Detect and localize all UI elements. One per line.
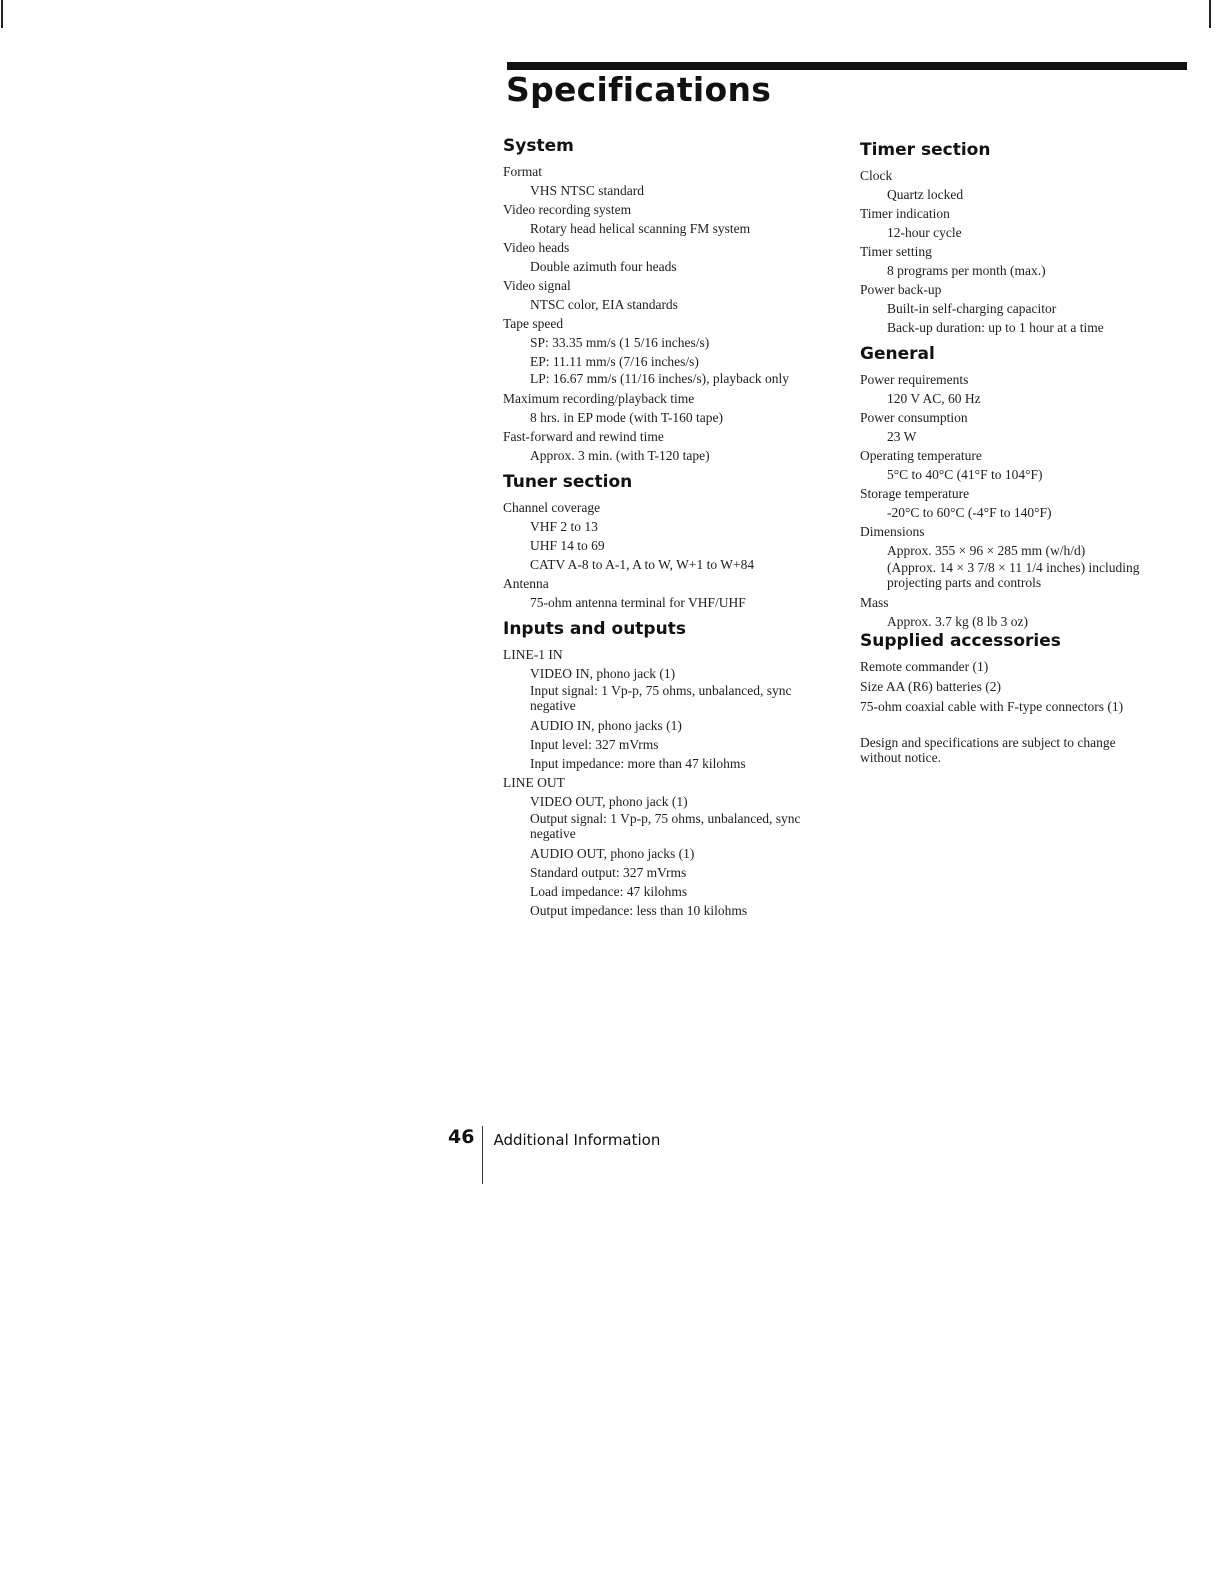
crop-mark-right: [1209, 0, 1211, 28]
spec-value: -20°C to 60°C (-4°F to 140°F): [887, 505, 1052, 520]
spec-item: [503, 389, 833, 427]
spec-value: Output impedance: less than 10 kilohms: [530, 903, 748, 918]
spec-value: (Approx. 14 × 3 7/8 × 11 1/4 inches) including projecting parts and controls: [887, 560, 1140, 590]
spec-item: [503, 574, 833, 612]
spec-item: [503, 645, 833, 773]
section-heading: General: [860, 344, 935, 364]
spec-list: [860, 166, 1190, 337]
specifications-notice: Design and specifications are subject to change without notice.: [860, 735, 1116, 765]
spec-item: [860, 446, 1190, 484]
spec-label: Video signal: [503, 278, 571, 293]
spec-label: Power back-up: [860, 282, 942, 297]
spec-item: [860, 204, 1190, 242]
spec-label: Power requirements: [860, 372, 969, 387]
section-tuner-section: [503, 472, 833, 612]
page-number: 46: [448, 1126, 475, 1148]
spec-list: [860, 370, 1190, 631]
spec-list: [503, 498, 833, 612]
spec-item: [860, 522, 1190, 590]
spec-item: [503, 276, 833, 314]
spec-value: VIDEO IN, phono jack (1): [530, 666, 676, 681]
spec-label: Maximum recording/playback time: [503, 391, 695, 406]
spec-item: [503, 162, 833, 200]
spec-item: [503, 238, 833, 276]
spec-value: Double azimuth four heads: [530, 259, 677, 274]
spec-label: Fast-forward and rewind time: [503, 429, 664, 444]
spec-value: 12-hour cycle: [887, 225, 962, 240]
section-heading: Inputs and outputs: [503, 619, 686, 639]
spec-item: [503, 314, 833, 386]
spec-value: EP: 11.11 mm/s (7/16 inches/s): [530, 354, 699, 369]
right-sections: [860, 140, 1190, 631]
spec-value: NTSC color, EIA standards: [530, 297, 678, 312]
spec-item: [860, 166, 1190, 204]
section-supplied-accessories: [860, 631, 1190, 717]
spec-label: Dimensions: [860, 524, 925, 539]
spec-label: Tape speed: [503, 316, 564, 331]
spec-value: Output signal: 1 Vp-p, 75 ohms, unbalanced, sync negative: [530, 811, 801, 841]
spec-label: LINE OUT: [503, 775, 565, 790]
footer-divider: [482, 1126, 483, 1184]
page-title: Specifications: [506, 70, 772, 109]
spec-item: [503, 498, 833, 574]
spec-list: [503, 162, 833, 465]
footer-section-name: Additional Information: [493, 1131, 661, 1149]
accessories-list: [860, 657, 1190, 717]
spec-list: [503, 645, 833, 920]
spec-value: VHS NTSC standard: [530, 183, 644, 198]
spec-label: LINE-1 IN: [503, 647, 563, 662]
spec-value: Approx. 3.7 kg (8 lb 3 oz): [887, 614, 1028, 629]
accessory-item: Remote commander (1): [860, 659, 989, 674]
spec-value: 120 V AC, 60 Hz: [887, 391, 981, 406]
spec-value: 8 hrs. in EP mode (with T-160 tape): [530, 410, 723, 425]
spec-value: Input signal: 1 Vp-p, 75 ohms, unbalanced, sync negative: [530, 683, 792, 713]
spec-value: AUDIO IN, phono jacks (1): [530, 718, 682, 733]
crop-mark-left: [1, 0, 3, 28]
spec-label: Operating temperature: [860, 448, 982, 463]
spec-label: Mass: [860, 595, 889, 610]
spec-value: VIDEO OUT, phono jack (1): [530, 794, 688, 809]
spec-label: Video recording system: [503, 202, 632, 217]
section-heading: Timer section: [860, 140, 991, 160]
spec-value: Input impedance: more than 47 kilohms: [530, 756, 746, 771]
spec-value: Quartz locked: [887, 187, 964, 202]
spec-value: 5°C to 40°C (41°F to 104°F): [887, 467, 1043, 482]
spec-value: Rotary head helical scanning FM system: [530, 221, 751, 236]
spec-value: 23 W: [887, 429, 917, 444]
spec-label: Timer setting: [860, 244, 932, 259]
section-heading: System: [503, 136, 574, 156]
spec-value: AUDIO OUT, phono jacks (1): [530, 846, 695, 861]
section-timer-section: [860, 140, 1190, 337]
right-column: [860, 140, 1190, 779]
spec-label: Channel coverage: [503, 500, 601, 515]
spec-item: [503, 773, 833, 920]
spec-value: VHF 2 to 13: [530, 519, 598, 534]
spec-item: [860, 593, 1190, 631]
spec-value: LP: 16.67 mm/s (11/16 inches/s), playback only: [530, 371, 789, 386]
spec-label: Clock: [860, 168, 893, 183]
spec-value: Built-in self-charging capacitor: [887, 301, 1057, 316]
spec-item: [860, 408, 1190, 446]
spec-label: Video heads: [503, 240, 570, 255]
spec-value: Standard output: 327 mVrms: [530, 865, 687, 880]
left-sections: [503, 136, 833, 920]
title-rule: [507, 62, 1187, 70]
accessory-item: Size AA (R6) batteries (2): [860, 679, 1001, 694]
spec-label: Timer indication: [860, 206, 950, 221]
spec-label: Storage temperature: [860, 486, 970, 501]
section-heading: Tuner section: [503, 472, 633, 492]
spec-value: Input level: 327 mVrms: [530, 737, 659, 752]
spec-value: 75-ohm antenna terminal for VHF/UHF: [530, 595, 746, 610]
spec-item: [503, 200, 833, 238]
spec-value: Approx. 3 min. (with T-120 tape): [530, 448, 710, 463]
section-heading: Supplied accessories: [860, 631, 1061, 651]
spec-value: UHF 14 to 69: [530, 538, 605, 553]
spec-label: Format: [503, 164, 542, 179]
spec-item: [860, 484, 1190, 522]
section-general: [860, 344, 1190, 631]
spec-label: Power consumption: [860, 410, 968, 425]
page-footer: [448, 1126, 660, 1184]
spec-item: [860, 370, 1190, 408]
spec-item: [503, 427, 833, 465]
spec-item: [860, 242, 1190, 280]
spec-value: 8 programs per month (max.): [887, 263, 1046, 278]
section-inputs-and-outputs: [503, 619, 833, 920]
spec-value: SP: 33.35 mm/s (1 5/16 inches/s): [530, 335, 710, 350]
accessory-item: 75-ohm coaxial cable with F-type connectors (1): [860, 699, 1124, 714]
spec-value: CATV A-8 to A-1, A to W, W+1 to W+84: [530, 557, 755, 572]
spec-value: Load impedance: 47 kilohms: [530, 884, 688, 899]
spec-item: [860, 280, 1190, 337]
spec-value: Back-up duration: up to 1 hour at a time: [887, 320, 1104, 335]
spec-label: Antenna: [503, 576, 549, 591]
left-column: [503, 136, 833, 920]
section-system: [503, 136, 833, 465]
spec-value: Approx. 355 × 96 × 285 mm (w/h/d): [887, 543, 1086, 558]
